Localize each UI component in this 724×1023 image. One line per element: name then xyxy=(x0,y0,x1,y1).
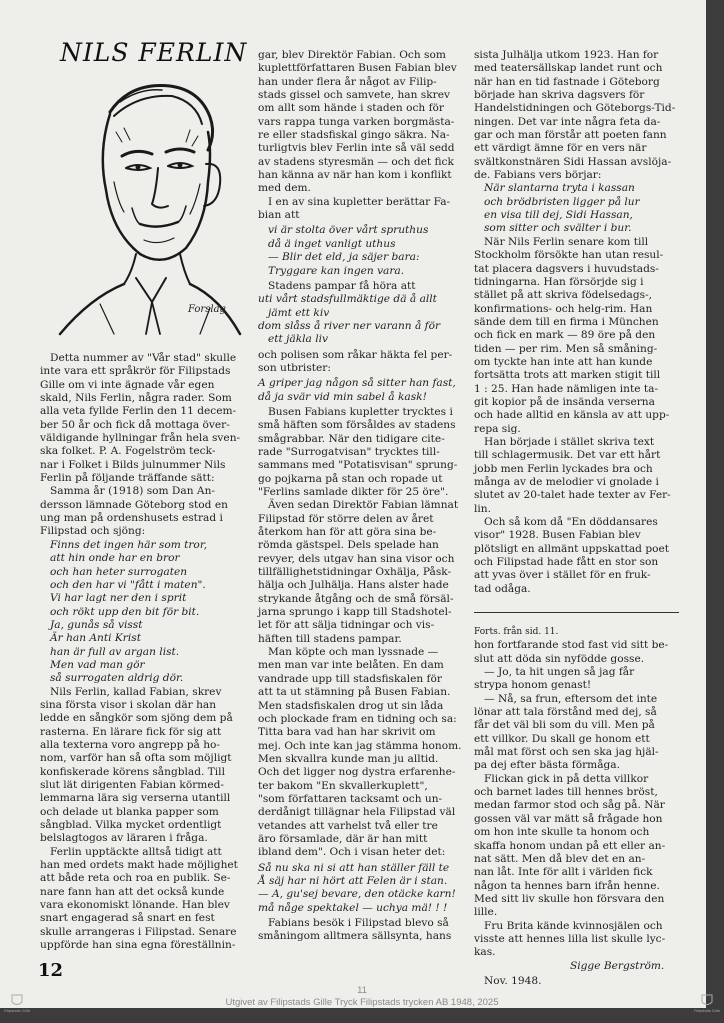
text-line: re eller stadsfiskal gingo säkra. Na- xyxy=(258,129,450,142)
text-line: konfirmations- och helg-rim. Han xyxy=(474,302,653,315)
column-3 xyxy=(474,49,680,596)
text-line: till schlagermusik. Det var ett hårt xyxy=(474,449,661,462)
text-line: rasterna. En lärare fick för sig att xyxy=(40,725,222,738)
text-line: 1 : 25. Han hade nämligen inte ta- xyxy=(474,382,659,395)
text-line: små häften som försåldes av stadens xyxy=(258,419,456,432)
text-line: han känna av när han kom i konflikt xyxy=(258,169,452,182)
text-line: alla veta fyllde Ferlin den 11 decem- xyxy=(40,405,237,418)
text-line: att både reta och roa en publik. Se- xyxy=(40,872,231,885)
text-line: Samma år (1918) som Dan An- xyxy=(50,485,215,498)
text-line: han med ordets makt hade möjlighet xyxy=(40,859,238,872)
text-line: kas. xyxy=(474,946,496,959)
text-line: Med sitt liv skulle hon försvara den xyxy=(474,892,665,905)
text-line: och delade ut blanka papper som xyxy=(40,805,219,818)
text-line: häften till stadens pampar. xyxy=(258,632,402,645)
text-line: — A, gu'sej bevare, den otäcke karn! xyxy=(258,888,456,901)
text-line: konfiskerade körens sångblad. Till xyxy=(40,765,225,778)
text-line: småningom alltmera sällsynta, hans xyxy=(258,930,452,943)
footer-credit: Utgivet av Filipstads Gille Tryck Filipstads trycken AB 1948, 2025 xyxy=(225,997,499,1008)
text-line: turligtvis blev Ferlin inte så väl sedd xyxy=(258,142,455,155)
footer xyxy=(0,985,724,1009)
text-line: Ferlin upptäckte alltså tidigt att xyxy=(50,845,222,858)
text-line: Men skvallra kunde man ju alltid. xyxy=(258,752,439,765)
text-line: Detta nummer av "Vår stad" skulle xyxy=(50,352,237,364)
text-line: fortsätta trots att marken stigit till xyxy=(474,369,661,382)
text-line: lille. xyxy=(474,906,498,919)
text-line: Och så kom då "En döddansares xyxy=(484,516,658,529)
text-line: Så nu ska ni si att han ställer fäll te xyxy=(258,861,450,874)
text-line: smågrabbar. När den tidigare cite- xyxy=(258,432,445,445)
text-line: stället på att skriva födelsedags-, xyxy=(474,289,653,302)
text-line: när han en tid fastnade i Göteborg xyxy=(474,75,660,88)
text-line: tillfällighetstidningar Oxhälja, Påsk- xyxy=(258,566,452,579)
text-line: Stadens pampar få höra att xyxy=(268,279,416,292)
text-line: Flickan gick in på detta villkor xyxy=(484,772,649,785)
text-line: dersson lämnade Göteborg stod en xyxy=(40,498,228,511)
text-line: av stadens styresmän — och det fick xyxy=(258,155,454,168)
text-line: pa dej efter bästa förmåga. xyxy=(474,759,620,772)
text-line: — Blir det eld, ja säjer bara: xyxy=(268,251,420,264)
text-line: — Jo, ta hit ungen så jag får xyxy=(484,666,635,679)
text-line: men man var inte belåten. En dam xyxy=(258,659,444,672)
text-line: jarna sprungo i kapp till Stadshotel- xyxy=(258,606,452,619)
text-line: gossen väl var mätt så frågade hon xyxy=(474,812,663,825)
text-line: Filipstad och sjöng: xyxy=(40,525,146,538)
text-line: Finns det ingen här som tror, xyxy=(50,538,208,551)
text-line: Ferlin på följande träffande sätt: xyxy=(40,472,215,485)
text-line: Å säj har ni hört att Felen är i stan. xyxy=(258,874,448,887)
text-line: som sitter och svälter i bur. xyxy=(484,222,632,235)
text-line: strypa honom genast! xyxy=(474,679,592,692)
column-separator xyxy=(474,612,679,613)
text-line: inte vara ett språkrör för Filipstads xyxy=(40,365,231,378)
text-line: derdånigt tillägnar hela Filipstad väl xyxy=(258,806,456,819)
text-line: "Ferlins samlade dikter för 25 öre". xyxy=(258,486,449,498)
text-line: tiden — per rim. Men så småning- xyxy=(474,342,658,355)
text-line: så surrogaten aldrig dör. xyxy=(50,672,184,685)
text-line: och polisen som råkar häkta fel per- xyxy=(258,348,453,361)
text-line: med teatersällskap landet runt och xyxy=(474,62,663,75)
text-line: mej. Och inte kan jag stämma honom. xyxy=(258,739,462,752)
text-line: ter bakom "En skvallerkuplett", xyxy=(258,779,428,792)
text-line: han under flera år något av Filip- xyxy=(258,75,437,88)
text-line: må någe spektakel — uchya mä! ! ! xyxy=(258,901,448,914)
text-line: belslagtogos av läraren i fråga. xyxy=(40,832,208,845)
text-line: römda gästspel. Dels spelade han xyxy=(258,539,439,552)
text-line: nom, varför han så ofta som möjligt xyxy=(40,752,232,765)
text-line: snart engagerad så snart en fest xyxy=(40,912,215,925)
text-line: hon fortfarande stod fast vid sitt be- xyxy=(474,639,669,652)
text-line: uti vårt stadsfullmäktige dä å allt xyxy=(258,293,437,306)
text-line: Han började i stället skriva text xyxy=(484,435,655,448)
text-line: ber 50 år och fick då mottaga över- xyxy=(40,418,230,431)
text-line: Nov. 1948. xyxy=(484,974,542,987)
article-title: NILS FERLIN xyxy=(60,38,248,67)
text-line: skulle arrangeras i Filipstad. Senare xyxy=(40,925,237,938)
column-2 xyxy=(258,49,470,944)
text-line: då ja svär vid min sabel å kask! xyxy=(258,390,427,403)
column-1 xyxy=(40,352,245,952)
text-line: sammans med "Potatisvisan" sprung- xyxy=(258,459,458,472)
text-line: Är han Anti Krist xyxy=(50,632,141,645)
text-line: Busen Fabians kupletter trycktes i xyxy=(268,405,453,418)
text-line: de. Fabians vers börjar: xyxy=(474,169,602,182)
text-line: och Filipstad hade fått en stor son xyxy=(474,556,659,569)
text-line: skald, Nils Ferlin, några rader. Som xyxy=(40,392,232,405)
text-line: jobb men Ferlin lyckades bra och xyxy=(474,462,653,475)
text-line: Fru Brita kände kvinnosjälen och xyxy=(484,919,663,932)
text-line: nar i Folket i Bilds julnummer Nils xyxy=(40,458,226,471)
text-line: nare fann han att det också kunde xyxy=(40,885,225,898)
text-line: visste att hennes lilla list skulle lyc- xyxy=(474,932,666,945)
text-line: tad odåga. xyxy=(474,582,531,595)
text-line: svältkonstnären Sidi Hassan avslöja- xyxy=(474,155,672,168)
text-line: gar och man förstår att poeten fann xyxy=(474,129,667,142)
text-line: stads gissel och samvete, han skrev xyxy=(258,89,450,102)
text-line: medan farmor stod och såg på. När xyxy=(474,799,665,812)
page-number: 12 xyxy=(38,960,64,981)
text-line: sände dem till en firma i München xyxy=(474,315,659,328)
text-line: dom slåss å river ner varann å för xyxy=(258,319,441,332)
text-line: då ä inget vanligt uthus xyxy=(268,237,396,250)
text-line: slutet av 20-talet hade texter av Fer- xyxy=(474,489,671,502)
text-line: om hon inte skulle ta honom och xyxy=(474,826,650,839)
svg-text:Filipstads Gille: Filipstads Gille xyxy=(694,1009,720,1013)
text-line: repa sig. xyxy=(474,422,521,435)
text-line: vara ekonomiskt lönande. Han blev xyxy=(40,899,230,912)
text-line: git kopior på de insända verserna xyxy=(474,395,655,408)
text-line: Ja, gunås så visst xyxy=(50,618,143,631)
text-line: om tyckte han inte att han kunde xyxy=(474,355,653,368)
text-line: ibland dem". Och i visan heter det: xyxy=(258,846,446,859)
text-line: får det väl bli som du vill. Men på xyxy=(474,719,655,732)
footer-page-number: 11 xyxy=(357,985,367,996)
text-line: Filipstad för större delen av året xyxy=(258,512,434,525)
text-line: många av de melodier vi gnolade i xyxy=(474,476,659,488)
text-line: plötsligt en allmänt uppskattad poet xyxy=(474,542,670,555)
text-line: strykande åtgång och de små försäl- xyxy=(258,592,454,605)
text-line: Även sedan Direktör Fabian lämnat xyxy=(268,499,459,512)
text-line: lemmarna lära sig verserna utantill xyxy=(40,792,231,805)
text-line: — Nå, sa frun, eftersom det inte xyxy=(484,692,658,705)
text-line: sångblad. Vilka mycket ordentligt xyxy=(40,819,222,832)
text-line: ung man på ordenshusets estrad i xyxy=(40,512,223,525)
text-line: att yvas över i stället för en fruk- xyxy=(474,569,651,582)
text-line: vi är stolta över vårt spruthus xyxy=(268,224,429,237)
text-line: väldigande hyllningar från hela sven- xyxy=(40,432,241,445)
text-line: en visa till dej, Sidi Hassan, xyxy=(484,209,633,222)
column-3-continued-story xyxy=(474,626,680,988)
text-line: sista Julhälja utkom 1923. Han for xyxy=(474,49,659,61)
text-line: ett jäkla liv xyxy=(268,333,329,346)
text-line: skaffa honom undan på ett eller an- xyxy=(474,839,666,852)
text-line: Tryggare kan ingen vara. xyxy=(268,264,405,277)
text-line: Forts. från sid. 11. xyxy=(474,627,559,637)
text-line: ningen. Det var inte några feta da- xyxy=(474,115,661,128)
text-line: slut lät dirigenten Fabian körmed- xyxy=(40,779,224,791)
text-line: ett villkor. Du skall ge honom ett xyxy=(474,732,650,745)
text-line: nat sätt. Men då blev det en an- xyxy=(474,852,646,865)
text-line: Stockholm försökte han utan resul- xyxy=(474,249,664,262)
text-line: Gille om vi inte ägnade vår egen xyxy=(40,378,215,391)
text-line: och plockade fram en tidning och sa: xyxy=(258,712,457,725)
text-line: och den har vi "fått i maten". xyxy=(50,578,206,591)
text-line: återkom han för att göra sina be- xyxy=(258,526,437,539)
text-line: "som författaren tacksamt och un- xyxy=(258,792,443,805)
text-line: lönar att tala förstånd med dej, så xyxy=(474,706,657,719)
text-line: När slantarna tryta i kassan xyxy=(484,182,635,195)
text-line: Fabians besök i Filipstad blevo så xyxy=(268,917,449,929)
text-line: och fick en mark — 89 öre på den xyxy=(474,329,656,342)
text-line: ett värdigt ämne för en vers när xyxy=(474,142,647,155)
svg-text:Filipstads Gille: Filipstads Gille xyxy=(4,1009,30,1013)
text-line: I en av sina kupletter berättar Fa- xyxy=(268,195,451,208)
text-line: Och det ligger nog dystra erfarenhe- xyxy=(258,766,456,779)
portrait-illustration xyxy=(40,72,245,342)
text-line: Titta bara vad han har skrivit om xyxy=(258,726,436,739)
text-line: vars rappa tunga varken borgmästa- xyxy=(258,115,455,128)
text-line: någon ta hennes barn ifrån henne. xyxy=(474,879,660,892)
text-line: Nils Ferlin, kallad Fabian, skrev xyxy=(50,685,222,698)
text-line: Vi har lagt ner den i sprit xyxy=(50,592,187,605)
text-line: ska folket. P. A. Fogelström teck- xyxy=(40,445,216,458)
text-line: let för att sälja tidningar och vis- xyxy=(258,619,435,632)
text-line: började han skriva dagsvers för xyxy=(474,89,645,102)
text-line: och barnet lades till hennes bröst, xyxy=(474,786,658,799)
text-line: ledde en sångkör som sjöng dem på xyxy=(40,712,233,725)
text-line: tidningarna. Han försörjde sig i xyxy=(474,275,644,288)
text-line: med dem. xyxy=(258,182,311,195)
text-line: han är full av argan list. xyxy=(50,645,180,658)
text-line: äro församlade, där är han mitt xyxy=(258,832,428,845)
text-line: lin. xyxy=(474,502,491,515)
text-line: När Nils Ferlin senare kom till xyxy=(484,235,649,248)
text-line: visor" 1928. Busen Fabian blev xyxy=(474,529,641,542)
text-line: att ta ut stämning på Busen Fabian. xyxy=(258,686,451,699)
text-line: alla texterna voro angrepp på ho- xyxy=(40,738,220,751)
text-line: gar, blev Direktör Fabian. Och som xyxy=(258,49,446,61)
text-line: tat placera dagsvers i huvudstads- xyxy=(474,262,659,275)
text-line: bian att xyxy=(258,209,300,222)
gille-logo-left xyxy=(6,992,28,1014)
text-line: nan låt. Inte för allt i världen fick xyxy=(474,866,653,879)
text-line: och hade alltid en känsla av att upp- xyxy=(474,409,670,422)
text-line: vandrade upp till stadsfiskalen för xyxy=(258,672,442,685)
text-line: rade "Surrogatvisan" trycktes till- xyxy=(258,445,440,458)
text-line: slut att döda sin nyfödde gosse. xyxy=(474,652,645,665)
text-line: Men vad man gör xyxy=(50,658,145,671)
gille-logo-right xyxy=(696,992,718,1014)
text-line: att hin onde har en bror xyxy=(50,552,180,565)
text-line: om allt som hände i staden och för xyxy=(258,102,444,115)
text-line: kuplettförfattaren Busen Fabian blev xyxy=(258,62,457,75)
text-line: sina första visor i skolan där han xyxy=(40,698,217,711)
text-line: hälja och Julhälja. Hans alster hade xyxy=(258,579,449,592)
text-line: jämt ett kiv xyxy=(268,306,330,319)
text-line: Man köpte och man lyssnade — xyxy=(268,646,439,659)
text-line: go pojkarna på stan och ropade ut xyxy=(258,472,443,485)
text-line: och rökt upp den bit för bit. xyxy=(50,605,200,618)
text-line: vetandes att varhelst två eller tre xyxy=(258,819,438,832)
text-line: och han heter surrogaten xyxy=(50,565,188,578)
text-line: Handelstidningen och Göteborgs-Tid- xyxy=(474,102,676,115)
text-line: Men stadsfiskalen drog ut sin låda xyxy=(258,699,444,712)
text-line: A griper jag någon så sitter han fast, xyxy=(258,377,456,390)
text-line: revyer, dels utgav han sina visor och xyxy=(258,552,455,565)
text-line: son utbrister: xyxy=(258,361,331,374)
text-line: mål mat först och sen ska jag hjäl- xyxy=(474,746,659,759)
text-line: och brödbristen ligger på lur xyxy=(484,195,640,208)
text-line: uppförde han sina egna föreställnin- xyxy=(40,939,236,952)
text-line: Sigge Bergström. xyxy=(570,959,665,972)
portrait-signature: Forslag xyxy=(188,304,226,315)
